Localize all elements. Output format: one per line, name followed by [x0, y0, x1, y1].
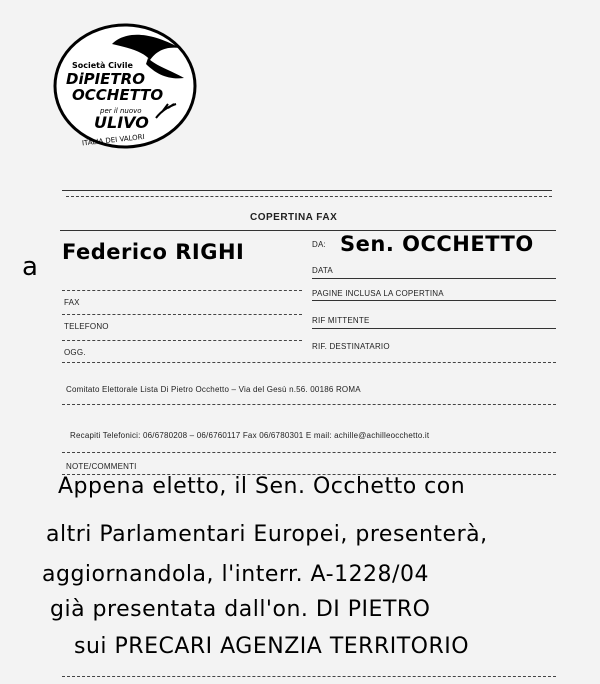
party-logo	[52, 22, 198, 150]
logo-line4: per il nuovo	[100, 107, 142, 115]
fax-title: COPERTINA FAX	[250, 212, 338, 223]
note-label: NOTE/COMMENTI	[66, 462, 137, 471]
title-rule	[60, 230, 556, 231]
to-name: Federico RIGHI	[62, 240, 245, 264]
telefono-rule	[62, 314, 302, 315]
logo-line5: ULIVO	[94, 113, 149, 132]
rif-mittente-label: RIF MITTENTE	[312, 316, 370, 325]
note-line-4: già presentata dall'on. DI PIETRO	[50, 597, 431, 622]
fax-rule	[62, 290, 302, 291]
logo-line6: ITALIA DEI VALORI	[81, 132, 145, 148]
telefono-label: TELEFONO	[64, 322, 109, 331]
logo-line1: Società Civile	[72, 61, 133, 70]
contacts-line: Recapiti Telefonici: 06/6780208 – 06/6760117 Fax 06/6780301 E mail: achille@achilleocchetto.it	[70, 431, 430, 440]
note-line-2: altri Parlamentari Europei, presenterà,	[46, 522, 488, 547]
logo-line2: DiPIETRO	[66, 70, 145, 88]
committee-rule	[62, 404, 556, 405]
top-rule-2	[66, 196, 552, 197]
note-line-1: Appena eletto, il Sen. Occhetto con	[58, 474, 466, 499]
bottom-rule	[62, 676, 556, 677]
fax-label: FAX	[64, 298, 80, 307]
contacts-rule	[62, 452, 556, 453]
pagine-rule	[312, 300, 556, 301]
note-line-5: sui PRECARI AGENZIA TERRITORIO	[74, 634, 470, 659]
to-prefix: a	[22, 252, 39, 282]
pagine-label: PAGINE INCLUSA LA COPERTINA	[312, 289, 444, 298]
ogg-bottom-rule	[62, 362, 556, 363]
da-label: DA:	[312, 240, 326, 249]
top-rule	[62, 190, 552, 191]
data-rule	[312, 278, 556, 279]
logo-line3: OCCHETTO	[72, 86, 164, 104]
rif-mittente-rule	[312, 328, 556, 329]
da-value: Sen. OCCHETTO	[340, 232, 534, 256]
data-label: DATA	[312, 266, 333, 275]
rif-destinatario-label: RIF. DESTINATARIO	[312, 342, 390, 351]
committee-address: Comitato Elettorale Lista Di Pietro Occhetto – Via del Gesù n.56. 00186 ROMA	[66, 385, 361, 394]
ogg-rule	[62, 340, 302, 341]
note-line-3: aggiornandola, l'interr. A-1228/04	[42, 562, 429, 587]
ogg-label: OGG.	[64, 348, 86, 357]
